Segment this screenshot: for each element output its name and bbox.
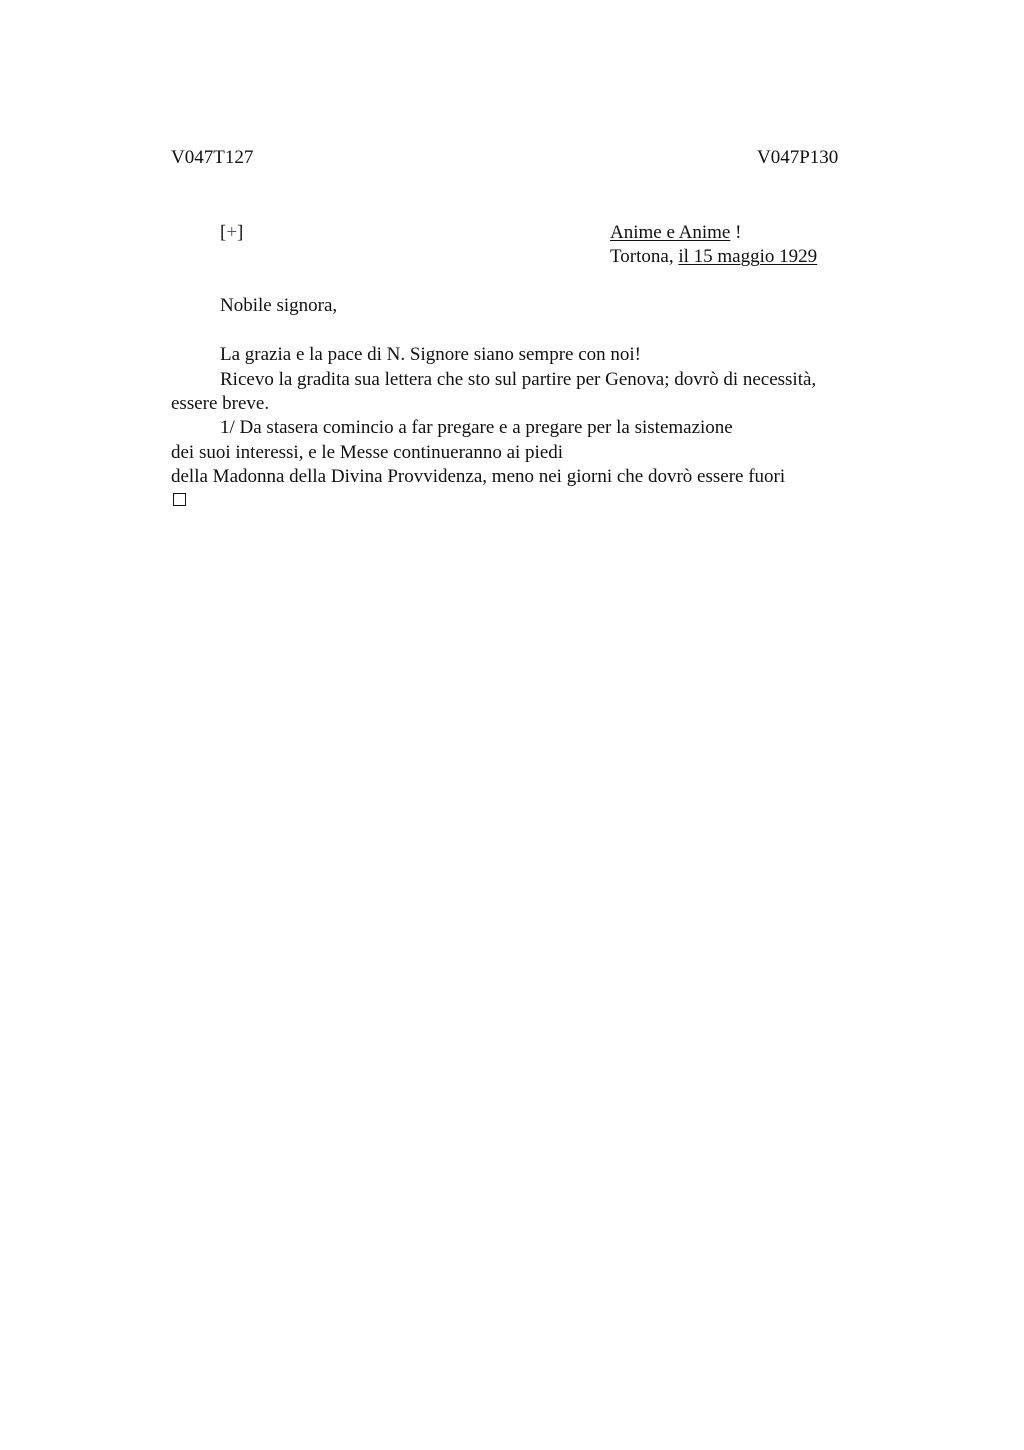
body-line-1: La grazia e la pace di N. Signore siano sempre con noi! — [220, 344, 642, 365]
date: il 15 maggio 1929 — [678, 246, 818, 267]
body-line-2: Ricevo la gradita sua lettera che sto sul partire per Genova; dovrò di necessità, — [220, 369, 817, 390]
motto-text: Anime e Anime — [610, 222, 731, 243]
body-line-5: dei suoi interessi, e le Messe continueranno ai piedi — [171, 442, 564, 463]
motto-exclamation: ! — [730, 222, 742, 243]
cross-icon: + — [226, 222, 238, 243]
cross-open-bracket: [ — [220, 222, 227, 243]
salutation: Nobile signora, — [220, 295, 338, 316]
place-date — [610, 245, 817, 269]
cross-close-bracket: ] — [237, 222, 244, 243]
body-line-4: 1/ Da stasera comincio a far pregare e a pregare per la sistemazione — [220, 417, 733, 438]
page-code-right: V047P130 — [757, 147, 839, 168]
cross-mark — [220, 221, 243, 245]
page-code-left: V047T127 — [171, 147, 254, 168]
end-box-icon — [173, 493, 186, 506]
body-line-3: essere breve. — [171, 393, 270, 414]
body-line-6: della Madonna della Divina Provvidenza, meno nei giorni che dovrò essere fuori — [171, 466, 786, 487]
motto — [610, 221, 741, 245]
place: Tortona, — [610, 246, 679, 267]
